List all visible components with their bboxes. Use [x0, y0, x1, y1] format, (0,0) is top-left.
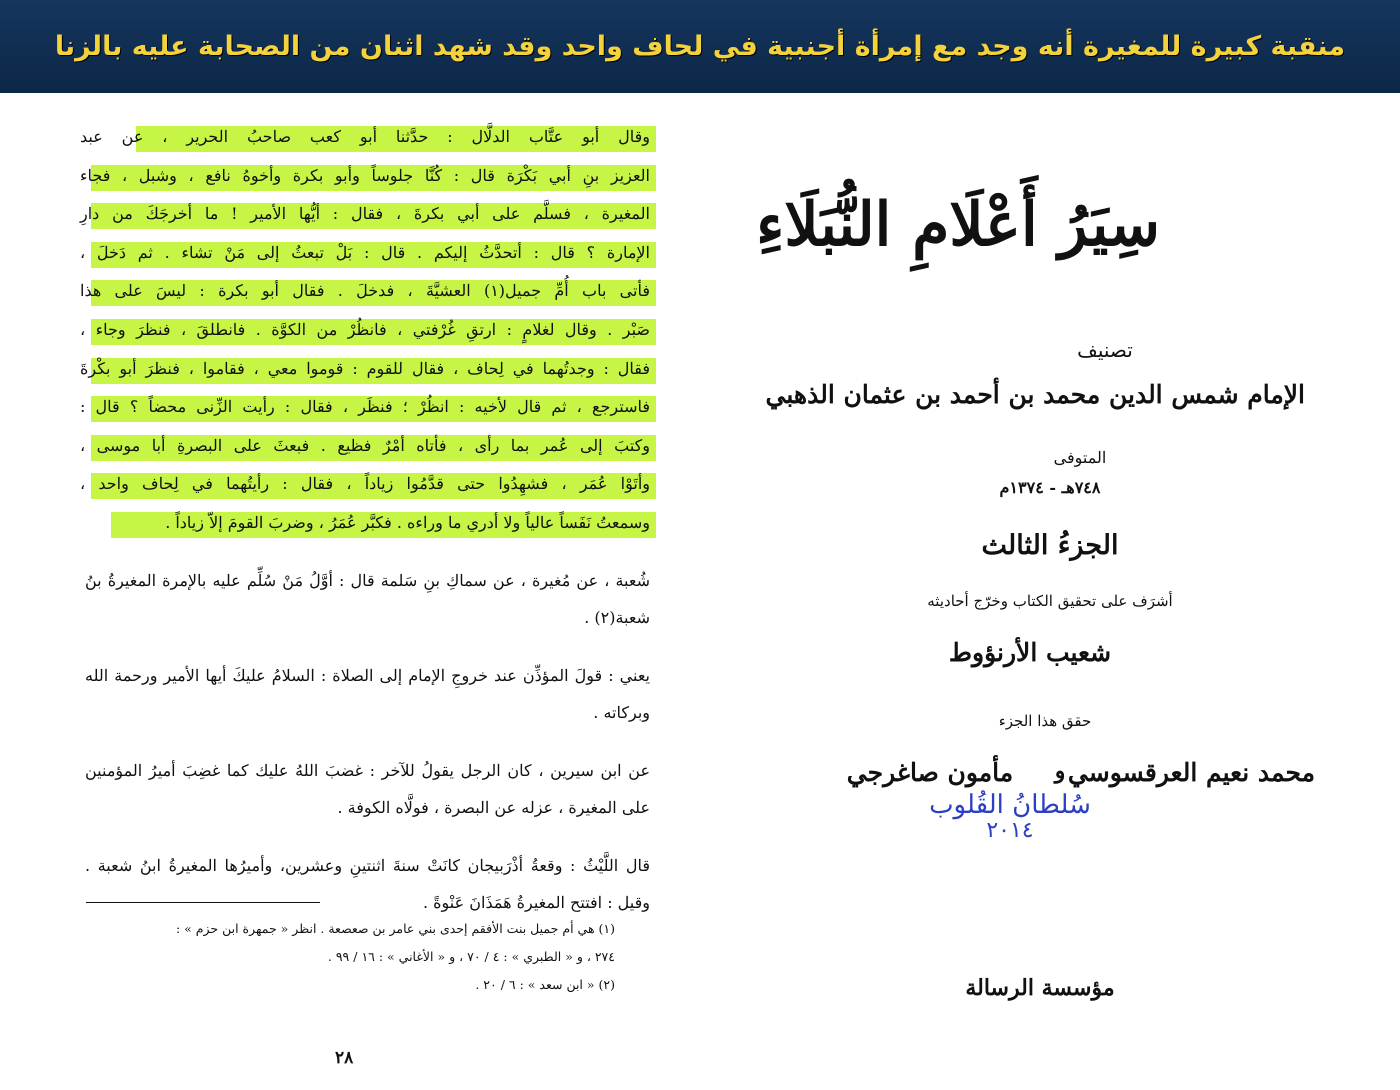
highlighted-line-text: وكتبَ إلى عُمر بما رأى ، فأتاه أمْرٌ فظيع . فبعثَ على البصرةِ أبا موسى ،: [80, 435, 650, 455]
highlighted-line-text: وقال أبو عتَّاب الدلَّال : حدَّثنا أبو كعب صاحبُ الحرير ، عن عبد: [80, 127, 650, 146]
highlighted-line-text: صَبْر . وقال لغلامٍ : ارتقِ غُرْفتي ، فانظُرْ من الكوَّة . فانطلقَ ، فنظرَ وجاء ،: [80, 319, 650, 339]
footnote-line: (١) هي أم جميل بنت الأفقم إحدى بني عامر بن صعصعة . انظر « جمهرة ابن حزم » :: [175, 921, 615, 936]
right-title-page: [756, 160, 1330, 1080]
highlighted-line: [80, 195, 650, 234]
paragraph-muadhin: يعني : قولَ المؤذِّن عند خروجِ الإمام إلى الصلاة : السلامُ عليكَ أيها الأمير ورحمة الله وبركاته .: [85, 666, 650, 722]
footnote-divider: [86, 902, 320, 903]
highlighted-line-text: وأتَوْا عُمَر ، فشهِدُوا حتى قدَّمُوا زياداً ، فقال : رأيتُهما في لِحاف واحد ،: [80, 474, 650, 494]
paragraph-ibn-sirin: عن ابن سيرين ، كان الرجل يقولُ للآخر : غضبَ اللهُ عليك كما غضِبَ أميرُ المؤمنين على المغيرة ، عزله عن البصرة ، فولَّاه الكوفة .: [85, 761, 650, 817]
volume-title: الجزءُ الثالث: [981, 530, 1119, 561]
highlighted-line: [80, 311, 650, 350]
supervisor-name: شعيب الأرنؤوط: [948, 638, 1112, 667]
highlighted-line-text: فقال : وجدتُهما في لِحاف ، فقال للقوم : قوموا معي ، فقاموا ، فنظرَ أبو بكْرةَ: [80, 358, 650, 378]
highlighted-line-text: وسمعتُ نَفَساً عالياً ولا أدري ما وراءه . فكبَّر عُمَرُ ، وضربَ القومَ إلاّ زياداً .: [165, 512, 650, 532]
page-number: ٢٨: [335, 1048, 354, 1068]
supervisor-label: أشرَف على تحقيق الكتاب وخرّج أحاديثه: [927, 592, 1173, 610]
highlighted-line: [80, 118, 650, 157]
banner-title: منقبة كبيرة للمغيرة أنه وجد مع إمرأة أجنبية في لحاف واحد وقد شهد اثنان من الصحابة عليه بالزنا: [54, 31, 1346, 62]
highlighted-line: [80, 427, 650, 466]
highlighted-line-text: الإمارة ؟ قال : أتحدَّثُ إليكم . قال : بَلْ تبعثُ إلى مَنْ تشاء . ثم دَخلَ ،: [80, 242, 650, 262]
highlighted-line-text: المغيرة ، فسلَّم على أبي بكرةَ ، فقال : أيُّها الأمير ! ما أخرجَكَ من دارِ: [80, 204, 650, 224]
dates: ٧٤٨هـ - ١٣٧٤م: [999, 478, 1101, 497]
highlighted-line: [80, 388, 650, 427]
blue-stamp: [925, 790, 1095, 843]
book-title: سِيَرُ أَعْلَامِ النُّبَلَاءِ: [756, 190, 1160, 260]
editors-label: حقق هذا الجزء: [998, 712, 1092, 730]
stamp-year: ٢٠١٤: [986, 818, 1034, 843]
editor-two: مأمون صاغرجي: [846, 758, 1014, 787]
highlighted-line: [80, 350, 650, 389]
highlighted-line: [80, 272, 650, 311]
paragraph-shuba: شُعبة ، عن مُغيرة ، عن سماكِ بنِ سَلمة قال : أوَّلُ مَنْ سُلِّم عليه بالإمرة المغيرةُ بنُ شعبة(٢) .: [85, 571, 650, 627]
highlighted-line: [80, 504, 650, 543]
title-banner: [0, 0, 1400, 93]
highlighted-line-text: العزيز بنِ أبي بَكْرَة قال : كُنَّا جلوساً وأبو بكرة وأخوهُ نافع ، وشبل ، فجاء: [80, 165, 650, 185]
footnote-line: ٢٧٤ ، و « الطبري » : ٤ / ٧٠ ، و « الأغاني » : ١٦ / ٩٩ .: [327, 949, 615, 964]
highlighted-line-text: فاسترجع ، ثم قال لأخيه : انظُرْ ؛ فنظَر ، فقال : رأيت الزِّنى محضاً ؟ قال :: [80, 397, 650, 417]
highlighted-line-text: فأتى باب أُمِّ جميل(١) العشيَّةَ ، فدخلَ . فقال أبو بكرة : ليسَ على هذا: [80, 281, 650, 301]
highlighted-line: [80, 465, 650, 504]
left-book-page: [70, 100, 655, 1085]
highlighted-passage: [80, 118, 650, 543]
paragraph-laith: قال اللَّيْثُ : وقعةُ أذْرَبيجان كانَتْ سنةَ اثنتينِ وعشرين، وأميرُها المغيرةُ ابنُ شعبة . وقيل : افتتح المغيرةُ هَمَذَانَ عَنْوةً .: [85, 856, 650, 912]
composed-label: تصنيف: [1077, 338, 1133, 362]
publisher-name: مؤسسة الرسالة: [965, 975, 1115, 1001]
stamp-text: سُلطانُ القُلوب: [929, 790, 1091, 820]
highlighted-line: [80, 157, 650, 196]
editor-conjunction: و: [1054, 758, 1066, 784]
footnotes: [85, 915, 615, 999]
editor-one: محمد نعيم العرقسوسي: [1067, 758, 1315, 787]
highlighted-line: [80, 234, 650, 273]
footnote-line: (٢) « ابن سعد » : ٦ / ٢٠ .: [475, 977, 615, 992]
author-name: الإمام شمس الدين محمد بن أحمد بن عثمان الذهبي: [765, 380, 1305, 409]
died-label: المتوفى: [1053, 448, 1107, 467]
body-paragraphs: [85, 562, 650, 942]
